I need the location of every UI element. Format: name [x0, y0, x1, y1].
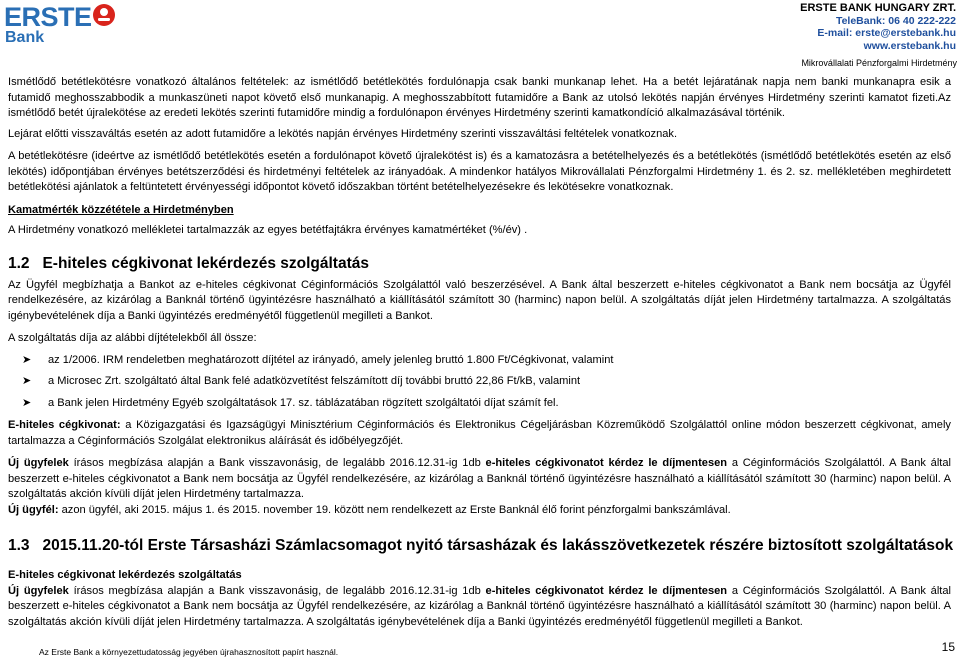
section-heading: 1.2 E-hiteles cégkivonat lekérdezés szolgáltatás	[8, 254, 369, 272]
list-item-text: a Microsec Zrt. szolgáltató által Bank felé adatközvetítést felszámított díj további bruttó 22,86 Ft/kB, valamint	[48, 375, 581, 387]
paragraph: Az Ügyfél megbízhatja a Bankot az e-hiteles cégkivonat Céginformációs Szolgálattól való beszerzésével. A Bank által beszerzett e-hiteles cégkivonatot a Bank nem bocsátja az Ügyfél rendelkezésére, az kizárólag a Banknál történő ügyintézésre használható a kiállításától számított 30 (harminc) napon belül. A szolgáltatás díját jelen Hirdetmény tartalmazza. A szolgáltatás igénybevételének díja a Banki ügyintézés eredményétől függetlenül megilleti a Bankot.	[8, 278, 951, 322]
email: E-mail: erste@erstebank.hu	[817, 27, 956, 39]
paragraph-text: azon ügyfél, aki 2015. május 1. és 2015. november 19. között nem rendelkezett az Erste Banknál élő forint pénzforgalmi bankszámlával.	[58, 503, 731, 516]
paragraph-text: a Céginformációs Szolgálattól. A Bank által beszerzett e-hiteles cégkivonatot a Bank nem bocsátja az Ügyfél rendelkezésére, az kizárólag a Banknál történő ügyintézésre használható a kiállításától számított 30 (harminc) napon belül. A szolgáltatás akción kívüli díját jelen Hirdetmény tartalmazza.	[8, 457, 952, 500]
term: Új ügyfelek	[8, 457, 69, 469]
logo-sub: Bank	[5, 29, 45, 46]
sub-heading	[8, 203, 951, 219]
arrow-bullet-icon: ➤	[22, 375, 32, 387]
logo-wordmark: ERSTE	[4, 2, 92, 32]
paragraph-text: a Közigazgatási és Igazságügyi Minisztérium Céginformációs és Elektronikus Cégeljárásban Közreműködő Szolgálattól online módon beszerzett cégkivonat, amely tartalmazza a Céginformációs Szolgálat elektronikus aláírását és időbélyegzőjét.	[8, 419, 951, 447]
list-item	[8, 374, 951, 390]
paragraph	[8, 584, 951, 631]
emphasis: e-hiteles cégkivonatot kérdez le díjmentesen	[485, 457, 728, 469]
section-heading: 1.3 2015.11.20-tól Erste Társasházi Számlacsomagot nyitó társasházak és lakásszövetkezetek részére biztosított szolgáltatások	[8, 537, 954, 554]
arrow-bullet-icon: ➤	[22, 353, 32, 366]
term: E-hiteles cégkivonat:	[8, 419, 121, 431]
erste-logo	[4, 2, 114, 48]
company-info	[800, 2, 956, 52]
footer-note: Az Erste Bank a környezettudatosság jegyében újrahasznosított papírt használ.	[39, 647, 339, 657]
paragraph: A Hirdetmény vonatkozó mellékletei tartalmazzák az egyes betétfajtákra érvényes kamatmértéket (%/év) .	[8, 224, 528, 236]
list-item-text: az 1/2006. IRM rendeletben meghatározott díjtétel az irányadó, amely jelenleg bruttó 1.800 Ft/Cégkivonat, valamint	[48, 353, 614, 366]
paragraph	[8, 568, 951, 584]
paragraph: A betétlekötésre (ideértve az ismétlődő betétlekötés esetén a fordulónapot követő újralekötést is) és a kamatozásra a betételhelyezés és a betétlekötés (ismétlődő betétlekötés esetén az első lekötés) időpontjában érvényes betétszerződési és hirdetményi feltételek az irányadóak. A mindenkor hatályos Mikrovállalati Pénzforgalmi Hirdetmény 1. és 2. sz. mellékletében meghirdetett betétlekötési ajánlatok a feltüntetett érvényességi időpontot követő időszakban történt betételhelyezésekre és lekötésekre vonatkoznak.	[8, 150, 951, 193]
term: Új ügyfél:	[8, 503, 59, 516]
paragraph-text: írásos megbízása alapján a Bank visszavonásig, de legalább 2016.12.31-ig 1db	[68, 584, 486, 597]
paragraph	[8, 503, 951, 519]
list-item	[8, 353, 951, 369]
company-name: ERSTE BANK HUNGARY ZRT.	[800, 2, 956, 14]
list-item	[8, 396, 951, 412]
term: Új ügyfelek	[8, 584, 69, 597]
paragraph-text: írásos megbízása alapján a Bank visszavonásig, de legalább 2016.12.31-ig 1db	[68, 457, 486, 469]
paragraph-text: a Céginformációs Szolgálattól. A Bank által beszerzett e-hiteles cégkivonatot a Bank nem bocsátja az Ügyfél rendelkezésére, az kizárólag a Banknál történő ügyintézésre használható a kiállításától számított 30 (harminc) napon belül. A szolgáltatás akción kívüli díját jelen Hirdetmény tartalmazza. A szolgáltatás igénybevételének díja a Banki ügyintézés eredményétől függetlenül megilleti a Bankot.	[8, 584, 952, 628]
emphasis: e-hiteles cégkivonatot kérdez le díjmentesen	[485, 584, 728, 597]
paragraph	[8, 418, 951, 449]
page-header	[0, 0, 959, 75]
document-body	[8, 75, 954, 630]
website: www.erstebank.hu	[863, 39, 956, 52]
paragraph	[8, 456, 951, 503]
fee-list	[8, 353, 951, 412]
sub-heading-text: Kamatmérték közzététele a Hirdetményben	[8, 203, 234, 216]
paragraph: Ismétlődő betétlekötésre vonatkozó általános feltételek: az ismétlődő betétlekötés fordulónapja csak banki munkanap lehet. Ha a betét lejáratának napja nem banki munkanapra esik a futamidő meghosszabbodik a munkaszüneti napot követő első munkanapig. A meghosszabbított futamidőre a Bank az utolsó lekötés napján érvényes Hirdetmény szerinti kamatot fizeti.Az ismétlődő betét újralekötése az eredeti lekötés szerinti futamidőre mindig a fordulónapon érvényes Hirdetmény szerinti kamatkondíció alkalmazásával történik.	[8, 76, 951, 119]
document-name: Mikrovállalati Pénzforgalmi Hirdetmény	[801, 58, 957, 68]
page-number: 15	[941, 640, 955, 654]
paragraph: Lejárat előtti visszaváltás esetén az adott futamidőre a lekötés napján érvényes Hirdetmény szerinti visszaváltási feltételek vonatkoznak.	[8, 127, 678, 140]
list-item-text: a Bank jelen Hirdetmény Egyéb szolgáltatások 17. sz. táblázatában rögzített szolgáltatói díjat számít fel.	[48, 396, 559, 409]
sub-heading-text: E-hiteles cégkivonat lekérdezés szolgáltatás	[8, 569, 242, 581]
paragraph: A szolgáltatás díja az alábbi díjtételekből áll össze:	[8, 332, 257, 344]
arrow-bullet-icon: ➤	[22, 396, 32, 409]
telebank: TeleBank: 06 40 222-222	[835, 14, 956, 27]
erste-symbol-icon	[92, 3, 116, 27]
